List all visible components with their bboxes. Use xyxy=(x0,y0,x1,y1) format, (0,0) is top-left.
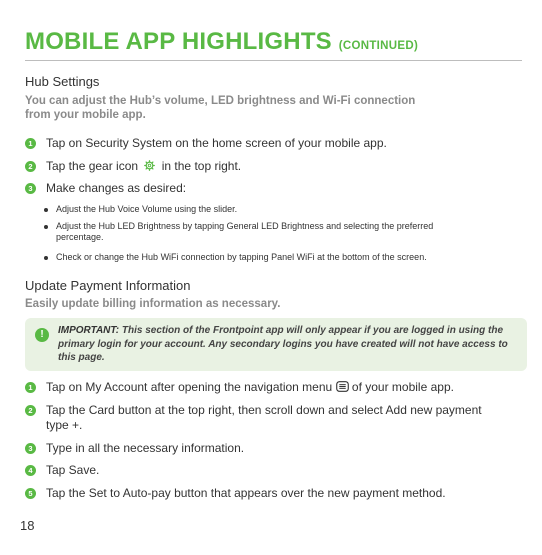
payment-step-3 xyxy=(25,441,516,456)
exclamation-icon: ! xyxy=(35,328,49,342)
step-number-badge: 3 xyxy=(25,183,36,194)
step-text xyxy=(46,380,516,395)
bullet-text: Check or change the Hub WiFi connection by tapping Panel WiFi at the bottom of the screen. xyxy=(56,252,427,262)
callout-body: This section of the Frontpoint app will only appear if you are logged in using the primary login for your account. Any secondary logins you have created will not have access to this page. xyxy=(58,325,508,363)
title-text: MOBILE APP HIGHLIGHTS xyxy=(25,28,332,55)
step-text-before: Tap on My Account after opening the navigation menu xyxy=(46,380,333,394)
step-number-badge: 1 xyxy=(25,138,36,149)
step-text-before: Tap the gear icon xyxy=(46,159,139,173)
page-title xyxy=(25,28,418,56)
payment-step-4 xyxy=(25,463,516,478)
hub-subtitle-line1: You can adjust the Hub’s volume, LED brightness and Wi-Fi connection xyxy=(25,95,416,107)
bullet-text: Adjust the Hub Voice Volume using the slider. xyxy=(56,204,238,214)
hub-subtitle-line2: from your mobile app. xyxy=(25,109,146,121)
step-number-badge: 2 xyxy=(25,161,36,172)
step-text: Tap on Security System on the home screen of your mobile app. xyxy=(46,136,387,150)
bullet-dot xyxy=(44,208,48,212)
step-number-badge: 5 xyxy=(25,488,36,499)
hub-step-3 xyxy=(25,181,516,196)
hub-step-2 xyxy=(25,159,516,174)
step-text xyxy=(46,159,516,174)
step-number-badge: 4 xyxy=(25,465,36,476)
step-text: Make changes as desired: xyxy=(46,181,187,195)
step-text: Tap the Set to Auto-pay button that appears over the new payment method. xyxy=(46,486,446,500)
step-number-badge: 1 xyxy=(25,382,36,393)
page-number: 18 xyxy=(20,518,35,533)
bullet-dot xyxy=(44,256,48,260)
step-number-badge: 2 xyxy=(25,405,36,416)
important-callout xyxy=(25,318,527,371)
menu-icon xyxy=(336,381,349,392)
callout-label: IMPORTANT: xyxy=(58,325,120,336)
payment-step-1 xyxy=(25,380,516,395)
hub-step-1 xyxy=(25,136,516,151)
hub-bullet-1 xyxy=(44,204,496,215)
payment-step-5 xyxy=(25,486,516,501)
title-suffix: (CONTINUED) xyxy=(338,40,419,52)
step-number-badge: 3 xyxy=(25,443,36,454)
step-text: Tap the Card button at the top right, then scroll down and select Add new payment type +. xyxy=(46,403,482,432)
bullet-text: Adjust the Hub LED Brightness by tapping General LED Brightness and selecting the preferred percentage. xyxy=(56,221,434,242)
payment-step-2 xyxy=(25,403,486,433)
step-text-after: of your mobile app. xyxy=(351,380,454,394)
update-payment-heading: Update Payment Information xyxy=(25,278,191,293)
bullet-dot xyxy=(44,225,48,229)
hub-settings-subtitle xyxy=(25,94,415,122)
step-text-after: in the top right. xyxy=(161,159,242,173)
step-text: Tap Save. xyxy=(46,463,100,477)
step-text: Type in all the necessary information. xyxy=(46,441,245,455)
callout-text xyxy=(58,324,520,365)
gear-icon xyxy=(144,160,155,171)
hub-bullet-3 xyxy=(44,252,526,263)
hub-settings-heading: Hub Settings xyxy=(25,74,100,89)
hub-bullet-2 xyxy=(44,221,456,243)
title-divider xyxy=(25,60,522,61)
update-payment-subtitle: Easily update billing information as necessary. xyxy=(25,298,281,310)
